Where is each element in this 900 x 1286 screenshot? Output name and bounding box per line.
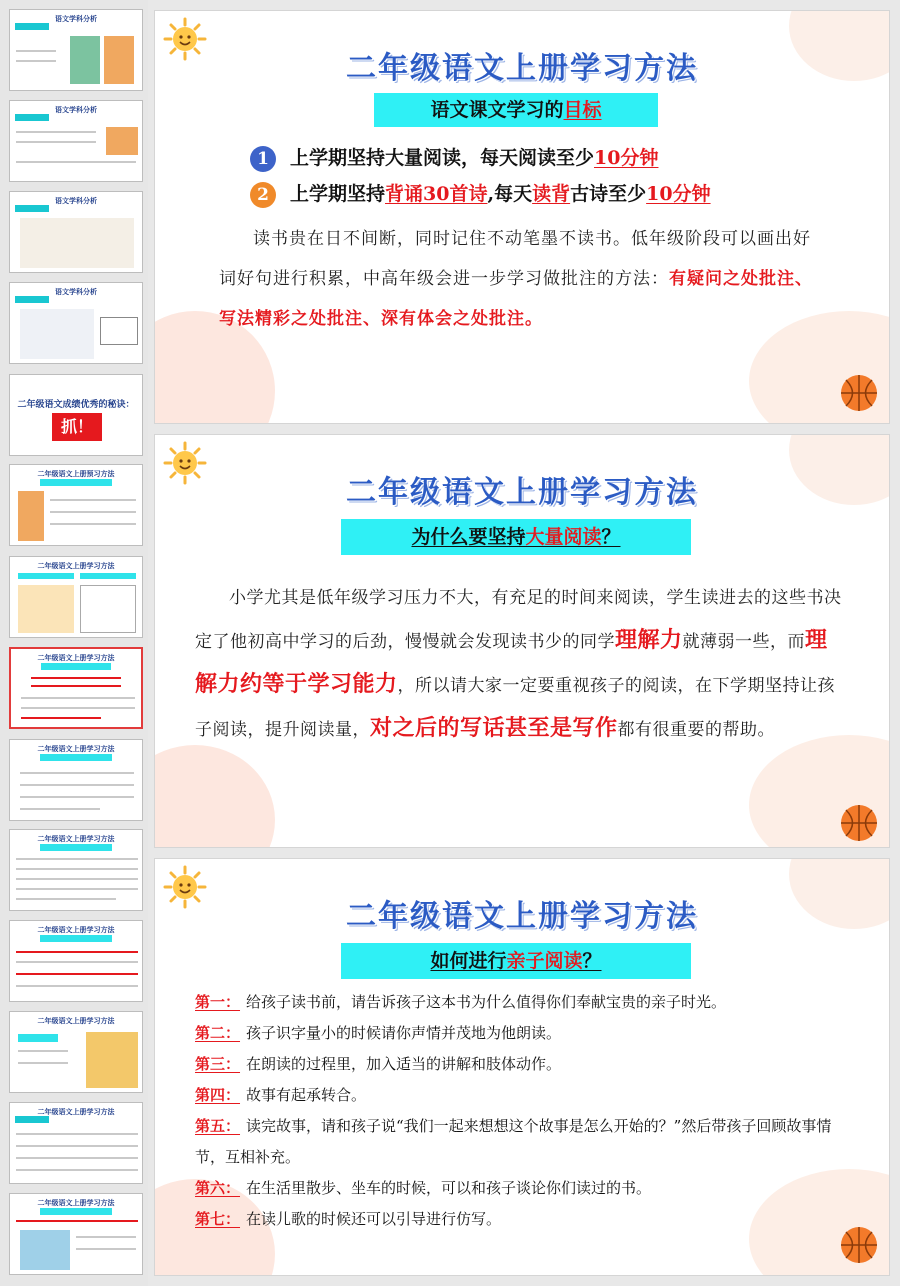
thumbnail-line [31, 677, 121, 679]
thumbnail-line [76, 1248, 136, 1250]
slide-subtitle [341, 943, 691, 979]
thumbnail-note-box [100, 317, 138, 345]
goal-text: 上学期坚持大量阅读，每天阅读至少 [290, 147, 595, 169]
thumbnail-line [16, 868, 138, 870]
subtitle-text: ？ [582, 950, 602, 972]
step-item [195, 987, 859, 1018]
goal-highlight: 10分钟 [594, 147, 659, 169]
thumbnail-slide-7[interactable] [9, 556, 143, 638]
subtitle-highlight: 大量阅读 [525, 526, 602, 548]
thumbnail-big-label: 抓！ [52, 413, 102, 441]
thumbnail-line [21, 697, 135, 699]
thumbnail-text-image [20, 309, 94, 359]
thumbnail-line [50, 511, 136, 513]
thumbnail-label-bar [15, 114, 49, 121]
thumbnail-label-bar [15, 23, 49, 30]
thumbnail-line [16, 973, 138, 975]
thumbnail-books-image [86, 1032, 138, 1088]
thumbnail-line [20, 808, 100, 810]
paragraph-text: ，所以请大家一定要重视孩子的阅读，在下学期坚持让孩子阅读，提升阅读量， [195, 676, 836, 740]
reading-paragraph [219, 219, 821, 339]
basketball-icon [839, 803, 879, 843]
thumbnail-line [16, 985, 138, 987]
thumbnail-line [21, 717, 101, 719]
slide-title: 二年级语文上册学习方法 [346, 51, 698, 86]
thumbnail-title: 二年级语文上册学习方法 [37, 926, 115, 934]
thumbnail-slide-11[interactable] [9, 920, 143, 1002]
thumbnail-title: 语文学科分析 [55, 288, 97, 296]
step-item [195, 1049, 859, 1080]
slide-thumbnail-panel[interactable] [0, 0, 148, 1286]
thumbnail-line [20, 772, 134, 774]
goal-text: 上学期坚持 [290, 183, 386, 205]
thumbnail-slide-14[interactable] [9, 1193, 143, 1275]
subtitle-text: ？ [601, 526, 621, 548]
basketball-icon [839, 373, 879, 413]
subtitle-underlined [411, 526, 620, 548]
thumbnail-line [18, 1050, 68, 1052]
goal-highlight: 读背 [532, 183, 571, 205]
thumbnail-title: 二年级语文成绩优秀的秘诀： [17, 400, 135, 410]
thumbnail-slide-1[interactable] [9, 9, 143, 91]
thumbnail-line [16, 1145, 138, 1147]
thumbnail-line [16, 888, 138, 890]
step-text: 故事有起承转合。 [246, 1086, 367, 1104]
thumbnail-line [16, 1157, 138, 1159]
step-text: 在生活里散步、坐车的时候，可以和孩子谈论你们读过的书。 [246, 1179, 652, 1197]
thumbnail-slide-9[interactable] [9, 739, 143, 821]
thumbnail-line [50, 523, 136, 525]
step-item [195, 1018, 859, 1049]
thumbnail-title: 二年级语文上册学习方法 [37, 1199, 115, 1207]
thumbnail-panel [80, 585, 136, 633]
subtitle-highlight: 目标 [563, 99, 602, 121]
step-item [195, 1111, 859, 1173]
thumbnail-title: 二年级语文上册预习方法 [37, 470, 115, 478]
thumbnail-line [16, 60, 56, 62]
thumbnail-slide-6[interactable] [9, 464, 143, 546]
slide-2[interactable] [154, 434, 890, 848]
thumbnail-text-image [20, 218, 134, 268]
thumbnail-label-bar [15, 205, 49, 212]
thumbnail-band [80, 573, 136, 579]
thumbnail-line [31, 685, 121, 687]
goal-highlight: 10分钟 [646, 183, 711, 205]
goal-1 [250, 143, 658, 172]
thumbnail-subtitle-band [40, 1208, 112, 1215]
thumbnail-title: 二年级语文上册学习方法 [37, 1017, 115, 1025]
step-label: 第一： [195, 993, 241, 1011]
thumbnail-subtitle-band [40, 479, 112, 486]
thumbnail-line [50, 499, 136, 501]
thumbnail-line [18, 1062, 68, 1064]
goal-highlight: 背诵30首诗 [385, 183, 488, 205]
parent-child-reading-steps [195, 987, 859, 1235]
step-item [195, 1173, 859, 1204]
thumbnail-book-image [70, 36, 100, 84]
thumbnail-image [20, 1230, 70, 1270]
thumbnail-book-image [18, 491, 44, 541]
paragraph-highlight: 理解力约等于学习能力 [195, 627, 828, 697]
thumbnail-title: 二年级语文上册学习方法 [37, 654, 115, 662]
paragraph-text: 小学尤其是低年级学习压力不大，有充足的时间来阅读，学生读进去的这些书决定了他初高中学习的后劲，慢慢就会发现读书少的同学 [195, 588, 842, 652]
thumbnail-line [16, 878, 138, 880]
thumbnail-line [21, 707, 135, 709]
thumbnail-subtitle-band [40, 754, 112, 761]
thumbnail-line [20, 796, 134, 798]
thumbnail-subtitle-band [40, 935, 112, 942]
thumbnail-slide-4[interactable] [9, 282, 143, 364]
slide-3[interactable] [154, 858, 890, 1276]
thumbnail-label-bar [15, 1116, 49, 1123]
thumbnail-line [16, 141, 96, 143]
slide-1[interactable] [154, 10, 890, 424]
thumbnail-line [16, 1220, 138, 1222]
thumbnail-title: 语文学科分析 [55, 106, 97, 114]
thumbnail-title: 二年级语文上册学习方法 [37, 1108, 115, 1116]
thumbnail-band [18, 1034, 58, 1042]
number-badge-1: 1 [250, 146, 276, 172]
paragraph-text: 就薄弱一些，而 [682, 632, 806, 652]
thumbnail-line [16, 951, 138, 953]
thumbnail-slide-13[interactable] [9, 1102, 143, 1184]
slide-subtitle [374, 93, 658, 127]
thumbnail-subtitle-band [41, 663, 111, 670]
step-text: 给孩子读书前，请告诉孩子这本书为什么值得你们奉献宝贵的亲子时光。 [246, 993, 727, 1011]
thumbnail-panel [18, 585, 74, 633]
thumbnail-title: 语文学科分析 [55, 15, 97, 23]
thumbnail-title: 二年级语文上册学习方法 [37, 835, 115, 843]
thumbnail-slide-10[interactable] [9, 829, 143, 911]
thumbnail-line [20, 784, 134, 786]
thumbnail-book-image [104, 36, 134, 84]
number-badge-2: 2 [250, 182, 276, 208]
step-label: 第七： [195, 1210, 241, 1228]
step-label: 第五： [195, 1117, 241, 1135]
thumbnail-title: 二年级语文上册学习方法 [37, 745, 115, 753]
thumbnail-line [16, 898, 116, 900]
thumbnail-subtitle-band [40, 844, 112, 851]
thumbnail-slide-5[interactable] [9, 374, 143, 456]
goal-2 [250, 179, 711, 208]
step-text: 孩子识字量小的时候请你声情并茂地为他朗读。 [246, 1024, 562, 1042]
thumbnail-slide-12[interactable] [9, 1011, 143, 1093]
paragraph-text: 读书贵在日不间断，同时记住不动笔墨不读书。低年级阶段可以画出好词好句进行积累，中高年级会进一步学习做批注的方法： [219, 229, 811, 289]
slide-title: 二年级语文上册学习方法 [346, 899, 698, 934]
thumbnail-title: 二年级语文上册学习方法 [37, 562, 115, 570]
thumbnail-slide-8[interactable] [9, 647, 143, 729]
subtitle-text: 为什么要坚持 [411, 526, 526, 548]
step-label: 第四： [195, 1086, 241, 1104]
subtitle-text: 语文课文学习的 [430, 99, 564, 121]
step-text: 在朗读的过程里，加入适当的讲解和肢体动作。 [246, 1055, 562, 1073]
paragraph-highlight: 有疑问之处批注、写法精彩之处批注、深有体会之处批注。 [219, 269, 813, 329]
paragraph-highlight: 理解力 [615, 627, 683, 653]
step-item [195, 1080, 859, 1111]
thumbnail-title: 语文学科分析 [55, 197, 97, 205]
thumbnail-slide-3[interactable] [9, 191, 143, 273]
subtitle-highlight: 亲子阅读 [506, 950, 583, 972]
step-text: 读完故事，请和孩子说“我们一起来想想这个故事是怎么开始的？”然后带孩子回顾故事情节，互相补充。 [195, 1117, 832, 1166]
slide-title: 二年级语文上册学习方法 [346, 475, 698, 510]
paragraph-highlight: 对之后的写话甚至是写作 [370, 715, 618, 741]
goal-text: ,每天 [487, 183, 533, 205]
subtitle-text: 如何进行 [430, 950, 507, 972]
thumbnail-line [76, 1236, 136, 1238]
thumbnail-line [16, 1169, 138, 1171]
thumbnail-line [16, 1133, 138, 1135]
thumbnail-line [16, 161, 136, 163]
step-label: 第六： [195, 1179, 241, 1197]
thumbnail-book-image [106, 127, 138, 155]
thumbnail-slide-2[interactable] [9, 100, 143, 182]
step-text: 在读儿歌的时候还可以引导进行仿写。 [246, 1210, 502, 1228]
thumbnail-line [16, 858, 138, 860]
thumbnail-line [16, 131, 96, 133]
step-label: 第三： [195, 1055, 241, 1073]
goal-text: 古诗至少 [570, 183, 647, 205]
thumbnail-band [18, 573, 74, 579]
slide-subtitle [341, 519, 691, 555]
decor-blob [154, 745, 275, 848]
subtitle-underlined [430, 950, 601, 972]
thumbnail-line [16, 50, 56, 52]
paragraph-text: 都有很重要的帮助。 [617, 720, 776, 740]
thumbnail-line [16, 961, 138, 963]
thumbnail-label-bar [15, 296, 49, 303]
why-reading-paragraph [195, 577, 845, 751]
step-label: 第二： [195, 1024, 241, 1042]
step-item [195, 1204, 859, 1235]
